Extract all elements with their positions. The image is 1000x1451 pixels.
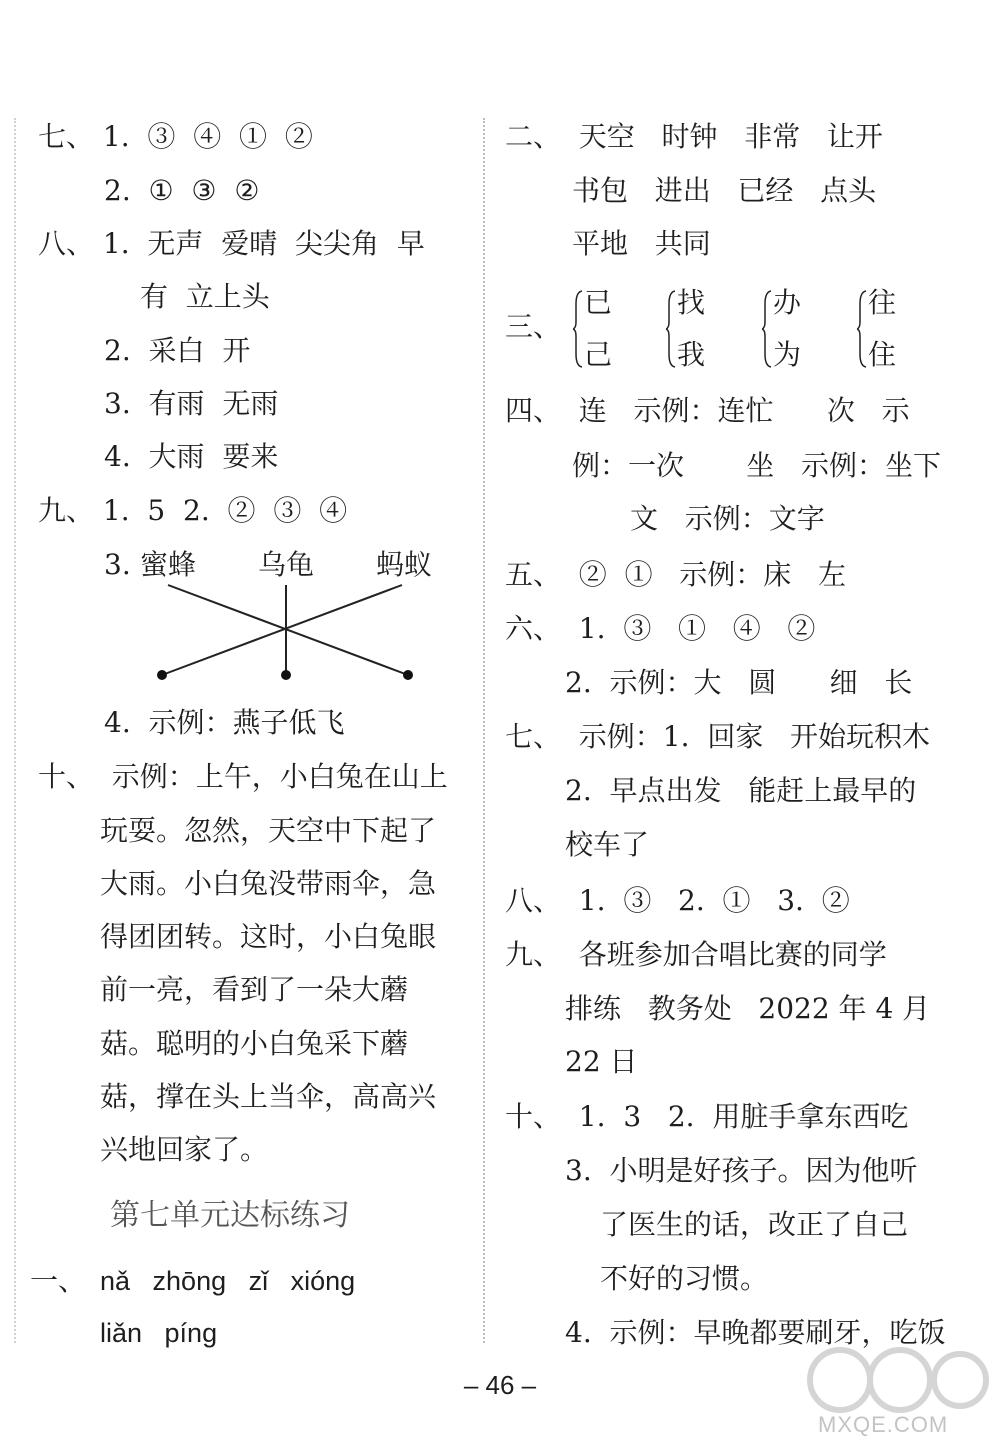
match-line-ant bbox=[162, 585, 402, 675]
brace-4 bbox=[857, 290, 867, 368]
r3-pair4-bottom: 住 bbox=[868, 338, 897, 371]
answer-q10-line7: 菇，撑在头上当伞，高高兴 bbox=[100, 1080, 437, 1113]
match-word-ant: 蚂蚁 bbox=[376, 548, 433, 581]
answer-q9-3-number: 3. bbox=[104, 548, 131, 581]
answer-r10-line2: 3. 小明是好孩子。因为他听 bbox=[565, 1154, 918, 1187]
answer-q8-line5: 4. 大雨 要来 bbox=[104, 440, 279, 473]
answer-r7-line1: 七、 示例：1. 回家 开始玩积木 bbox=[505, 720, 931, 753]
brace-3 bbox=[762, 290, 772, 368]
match-dot-3 bbox=[403, 670, 413, 680]
unit-title: 第七单元达标练习 bbox=[110, 1198, 350, 1233]
answer-q8-line2: 有 立上头 bbox=[140, 280, 270, 313]
answer-r4-line3: 文 示例：文字 bbox=[630, 502, 825, 535]
answer-r2-line2: 书包 进出 已经 点头 bbox=[572, 174, 877, 207]
r3-pair1-bottom: 己 bbox=[584, 338, 613, 371]
answer-r8: 八、 1. ③ 2. ① 3. ② bbox=[505, 884, 850, 917]
answer-q10-line2: 玩耍。忽然，天空中下起了 bbox=[100, 814, 437, 847]
answer-q10-line5: 前一亮，看到了一朵大蘑 bbox=[100, 973, 409, 1006]
r3-pair3-bottom: 为 bbox=[773, 338, 802, 371]
answer-r10-line1: 十、 1. 3 2. 用脏手拿东西吃 bbox=[505, 1100, 909, 1133]
unit-q1-pinyin-line1: nǎ zhōng zǐ xióng bbox=[100, 1266, 356, 1296]
unit-q1-label: 一、 bbox=[30, 1264, 87, 1297]
answer-q7-line1: 七、 1. ③ ④ ① ② bbox=[38, 120, 313, 153]
unit-q1-pinyin-line2: liǎn píng bbox=[100, 1318, 218, 1348]
answer-q7-line2: 2. ① ③ ② bbox=[104, 174, 260, 207]
answer-r2-line3: 平地 共同 bbox=[572, 227, 711, 260]
answer-r9-line3: 22 日 bbox=[565, 1045, 638, 1078]
match-line-bee bbox=[168, 585, 408, 675]
answer-r4-line2: 例：一次 坐 示例：坐下 bbox=[572, 449, 942, 482]
answer-q10-line8: 兴地回家了。 bbox=[100, 1133, 269, 1166]
answer-r5: 五、 ② ① 示例：床 左 bbox=[505, 558, 847, 591]
match-word-turtle: 乌龟 bbox=[258, 548, 315, 581]
page-number: – 46 – bbox=[463, 1370, 537, 1400]
brace-2 bbox=[666, 290, 676, 368]
r3-pair1-top: 已 bbox=[584, 286, 613, 319]
answer-q8-line4: 3. 有雨 无雨 bbox=[104, 387, 279, 420]
answer-r10-line4: 不好的习惯。 bbox=[600, 1262, 769, 1295]
answer-q10-line1: 十、 示例：上午，小白兔在山上 bbox=[38, 760, 448, 793]
answer-r2-line1: 二、 天空 时钟 非常 让开 bbox=[505, 120, 883, 153]
answer-r7-line2: 2. 早点出发 能赶上最早的 bbox=[565, 774, 917, 807]
answer-r3-label: 三、 bbox=[505, 310, 562, 343]
answer-r9-line2: 排练 教务处 2022 年 4 月 bbox=[565, 992, 931, 1025]
answer-q8-line1: 八、 1. 无声 爱晴 尖尖角 早 bbox=[38, 227, 425, 260]
answer-r4-line1: 四、 连 示例：连忙 次 示 bbox=[505, 394, 910, 427]
answer-r6-line1: 六、 1. ③ ① ④ ② bbox=[505, 612, 816, 645]
answer-q9-4: 4. 示例：燕子低飞 bbox=[104, 706, 345, 739]
match-dot-2 bbox=[281, 670, 291, 680]
answer-q10-line4: 得团团转。这时，小白兔眼 bbox=[100, 920, 437, 953]
answer-r6-line2: 2. 示例：大 圆 细 长 bbox=[565, 666, 913, 699]
match-word-bee: 蜜蜂 bbox=[140, 548, 197, 581]
answer-q9-line1: 九、 1. 5 2. ② ③ ④ bbox=[38, 494, 348, 527]
answer-q8-line3: 2. 采白 开 bbox=[104, 334, 251, 367]
answer-q10-line3: 大雨。小白兔没带雨伞，急 bbox=[100, 867, 437, 900]
r3-pair3-top: 办 bbox=[773, 286, 802, 319]
answer-r10-line3: 了医生的话，改正了自己 bbox=[600, 1208, 909, 1241]
watermark-text: MXQE.COM bbox=[818, 1412, 949, 1437]
brace-1 bbox=[573, 290, 583, 368]
match-dot-1 bbox=[157, 670, 167, 680]
answer-r7-line3: 校车了 bbox=[565, 828, 650, 861]
r3-pair2-top: 找 bbox=[677, 286, 706, 319]
answer-q10-line6: 菇。聪明的小白兔采下蘑 bbox=[100, 1027, 409, 1060]
r3-pair4-top: 往 bbox=[868, 286, 897, 319]
r3-pair2-bottom: 我 bbox=[677, 338, 706, 371]
answer-r10-line5: 4. 示例：早晚都要刷牙，吃饭 bbox=[565, 1316, 946, 1349]
answer-r9-line1: 九、 各班参加合唱比赛的同学 bbox=[505, 938, 887, 971]
